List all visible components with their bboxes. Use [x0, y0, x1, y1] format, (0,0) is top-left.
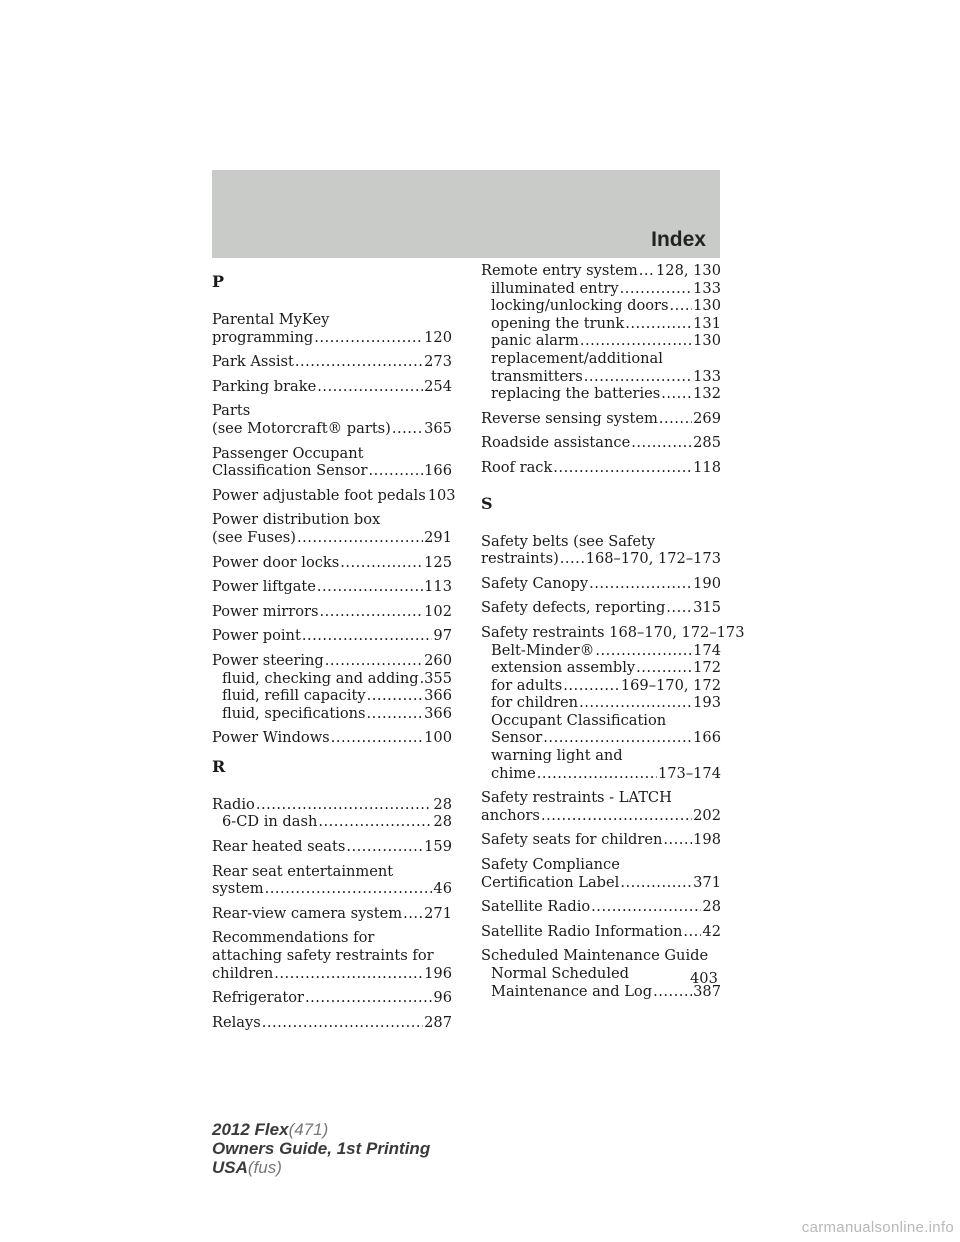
- entry-text: Power Windows: [212, 729, 330, 747]
- dot-leader: [256, 796, 433, 814]
- dot-leader: [636, 659, 692, 677]
- index-subentry-line: [481, 729, 721, 747]
- index-entry: [481, 575, 721, 593]
- index-entry-line: [481, 898, 721, 916]
- entry-page: 371: [693, 873, 721, 891]
- entry-text: Passenger Occupant: [212, 444, 364, 462]
- index-subentry-line: [481, 297, 721, 315]
- index-entry-line: [212, 838, 452, 856]
- dot-leader: [563, 677, 620, 695]
- index-subentry-line: [481, 280, 721, 298]
- dot-leader: [666, 599, 692, 617]
- dot-leader: [368, 462, 423, 480]
- index-entry: [212, 402, 452, 437]
- entry-text: Power distribution box: [212, 511, 381, 529]
- entry-page: 28: [702, 898, 721, 916]
- index-subentry-line: [481, 712, 721, 730]
- footer-market-code: (fus): [247, 1158, 282, 1177]
- entry-text: Power point: [212, 627, 301, 645]
- dot-leader: [295, 353, 423, 371]
- dot-leader: [661, 385, 692, 403]
- dot-leader: [659, 410, 692, 428]
- index-subentry-line: [481, 694, 721, 712]
- index-entry-line: [212, 947, 452, 965]
- entry-text: programming: [212, 328, 314, 346]
- entry-page: 103: [427, 486, 456, 504]
- entry-page: 285: [693, 434, 721, 452]
- dot-leader: [305, 989, 432, 1007]
- index-entry-line: [481, 807, 721, 825]
- entry-page: 133: [693, 367, 721, 385]
- index-entry: [481, 459, 721, 477]
- entry-page: 120: [424, 328, 452, 346]
- index-entry: [212, 311, 452, 346]
- index-entry: [481, 947, 721, 1000]
- entry-text: Certification Label: [481, 873, 620, 891]
- entry-page: 100: [424, 729, 452, 747]
- index-entry: [212, 989, 452, 1007]
- index-entry: [212, 486, 456, 505]
- index-entry-line: [212, 729, 452, 747]
- index-entry: [212, 511, 452, 546]
- entry-text: system: [212, 880, 264, 898]
- entry-text: Parking brake: [212, 377, 317, 395]
- index-entry-line: [212, 353, 452, 371]
- dot-leader: [625, 315, 692, 333]
- dot-leader: [591, 898, 701, 916]
- entry-page: 131: [693, 314, 721, 332]
- dot-leader: [274, 965, 423, 983]
- entry-page: 159: [424, 838, 452, 856]
- index-entry: [212, 652, 452, 722]
- entry-page: 365: [424, 419, 452, 437]
- index-entry-line: [212, 652, 452, 670]
- dot-leader: [663, 831, 692, 849]
- entry-text: opening the trunk: [491, 314, 625, 332]
- index-entry-line: [481, 550, 721, 568]
- index-entry: [212, 929, 452, 982]
- entry-page: 260: [424, 651, 452, 669]
- entry-text: Refrigerator: [212, 989, 304, 1007]
- index-entry-line: [212, 378, 452, 396]
- entry-page: 113: [424, 578, 452, 596]
- entry-page: 166: [424, 462, 452, 480]
- entry-text: Rear heated seats: [212, 838, 346, 856]
- dot-leader: [392, 420, 423, 438]
- entry-text: (see Fuses): [212, 528, 296, 546]
- index-entry-line: [212, 627, 452, 645]
- page-number: 403: [690, 970, 718, 987]
- index-entry-line: [212, 603, 452, 621]
- index-entry-line: [481, 874, 721, 892]
- index-entry-line: [212, 462, 452, 480]
- index-entry: [212, 796, 452, 831]
- entry-text: Power steering: [212, 651, 324, 669]
- dot-leader: [302, 627, 433, 645]
- entry-page: 355: [424, 669, 452, 687]
- index-entry: [212, 729, 452, 747]
- entry-text: Belt-Minder®: [491, 641, 595, 659]
- dot-leader: [579, 694, 692, 712]
- index-entry-line: [481, 459, 721, 477]
- entry-text: Normal Scheduled: [491, 965, 629, 982]
- index-entry-line: [481, 623, 745, 642]
- entry-text: Reverse sensing system: [481, 409, 658, 427]
- index-entry: [481, 831, 721, 849]
- entry-text: 6-CD in dash: [222, 813, 318, 831]
- entry-page: 193: [693, 694, 721, 712]
- entry-page: 130: [693, 297, 721, 315]
- index-entry: [481, 533, 721, 568]
- index-entry-line: [212, 420, 452, 438]
- entry-text: Power mirrors: [212, 602, 319, 620]
- entry-text: Classification Sensor: [212, 462, 368, 480]
- index-entry: [481, 262, 721, 403]
- dot-leader: [297, 529, 423, 547]
- entry-page: 96: [433, 989, 452, 1007]
- dot-leader: [346, 838, 423, 856]
- entry-text: Power liftgate: [212, 578, 316, 596]
- section-letter: P: [212, 272, 225, 291]
- dot-leader: [653, 983, 692, 1001]
- index-entry-line: [212, 329, 452, 347]
- dot-leader: [318, 813, 432, 831]
- entry-text: fluid, checking and adding: [222, 669, 419, 687]
- page-title: Index: [651, 228, 706, 251]
- entry-text: (see Motorcraft® parts): [212, 419, 391, 437]
- entry-text: Safety Canopy: [481, 574, 589, 592]
- entry-page: 42: [702, 922, 721, 940]
- index-entry: [212, 905, 452, 923]
- entry-page: 169–170, 172: [620, 676, 721, 694]
- entry-text: extension assembly: [491, 659, 636, 677]
- dot-leader: [620, 874, 692, 892]
- entry-text: replacement/additional: [491, 349, 663, 367]
- entry-page: 287: [424, 1013, 452, 1031]
- entry-text: panic alarm: [491, 332, 579, 350]
- entry-text: replacing the batteries: [491, 385, 661, 403]
- entry-text: Recommendations for: [212, 929, 375, 947]
- index-entry-line: [481, 947, 721, 965]
- entry-text: restraints): [481, 550, 559, 568]
- entry-page: 198: [693, 831, 721, 849]
- entry-text: children: [212, 964, 274, 982]
- entry-page: 132: [693, 385, 721, 403]
- index-subentry-line: [481, 659, 721, 677]
- entry-page: 166: [693, 729, 721, 747]
- index-entry-line: [481, 923, 721, 941]
- index-entry-line: [212, 796, 452, 814]
- index-entry: [212, 603, 452, 621]
- entry-page: 173–174: [657, 764, 721, 782]
- dot-leader: [403, 905, 423, 923]
- dot-leader: [331, 729, 423, 747]
- dot-leader: [325, 652, 423, 670]
- dot-leader: [543, 729, 692, 747]
- index-entry: [481, 898, 721, 916]
- dot-leader: [620, 280, 693, 298]
- index-subentry-line: [481, 677, 721, 695]
- entry-text: attaching safety restraints for: [212, 947, 434, 965]
- entry-text: fluid, refill capacity: [222, 687, 366, 705]
- dot-leader: [553, 459, 692, 477]
- index-entry-line: [212, 578, 452, 596]
- entry-page: 291: [424, 528, 452, 546]
- dot-leader: [595, 642, 692, 660]
- entry-text: Satellite Radio: [481, 898, 591, 916]
- entry-text: Sensor: [491, 729, 543, 747]
- index-subentry-line: [481, 385, 721, 403]
- entry-page: 190: [693, 574, 721, 592]
- index-entry-line: [212, 529, 452, 547]
- entry-page: 273: [424, 353, 452, 371]
- dot-leader: [262, 1014, 423, 1032]
- entry-text: Rear seat entertainment: [212, 862, 394, 880]
- index-entry-line: [481, 262, 721, 280]
- index-subentry-line: [481, 642, 721, 660]
- dot-leader: [314, 329, 423, 347]
- index-entry: [481, 623, 745, 782]
- index-entry-line: [481, 599, 721, 617]
- watermark: carmanualsonline.info: [801, 1219, 954, 1236]
- index-entry-line: [212, 554, 452, 572]
- entry-text: Parts: [212, 402, 251, 420]
- entry-text: transmitters: [491, 367, 583, 385]
- index-entry: [212, 838, 452, 856]
- entry-text: Safety restraints 168–170, 172–173: [481, 623, 745, 641]
- index-entry-line: [212, 311, 452, 329]
- entry-page: 125: [424, 553, 452, 571]
- entry-page: 172: [693, 659, 721, 677]
- entry-text: Scheduled Maintenance Guide: [481, 947, 709, 965]
- section-letter: S: [481, 493, 493, 513]
- entry-text: Remote entry system: [481, 262, 638, 279]
- entry-page: 128, 130: [656, 262, 721, 279]
- entry-text: Park Assist: [212, 353, 294, 371]
- entry-page: 28: [433, 795, 452, 813]
- index-entry: [481, 410, 721, 428]
- index-entry-line: [481, 434, 721, 452]
- index-entry: [212, 627, 452, 645]
- index-entry: [481, 789, 721, 824]
- index-entry: [212, 445, 452, 480]
- dot-leader: [317, 378, 423, 396]
- entry-text: Rear-view camera system: [212, 904, 403, 922]
- index-subentry-line: [212, 670, 452, 688]
- index-entry: [481, 856, 721, 891]
- index-entry-line: [212, 989, 452, 1007]
- index-subentry-line: [481, 965, 721, 983]
- index-subentry-line: [212, 687, 452, 705]
- entry-text: Satellite Radio Information: [481, 922, 683, 940]
- entry-page: 102: [424, 602, 452, 620]
- entry-text: Power adjustable foot pedals: [212, 486, 426, 504]
- entry-text: Occupant Classification: [491, 711, 667, 729]
- index-subentry-line: [481, 747, 721, 765]
- dot-leader: [319, 603, 423, 621]
- entry-text: Maintenance and Log: [491, 982, 653, 1000]
- entry-page: 271: [424, 904, 452, 922]
- index-subentry-line: [481, 765, 721, 783]
- index-subentry-line: [481, 315, 721, 333]
- entry-page: 28: [433, 813, 452, 831]
- dot-leader: [265, 880, 433, 898]
- entry-page: 118: [693, 458, 721, 476]
- section-letter: R: [212, 756, 226, 776]
- index-subentry-line: [212, 813, 452, 831]
- entry-page: 202: [693, 806, 721, 824]
- index-entry-line: [481, 789, 721, 807]
- entry-text: illuminated entry: [491, 279, 619, 297]
- footer-model: 2012 Flex: [212, 1120, 289, 1139]
- entry-page: 366: [424, 704, 452, 722]
- entry-page: 387: [693, 982, 721, 1000]
- dot-leader: [560, 550, 585, 568]
- index-entry-line: [212, 1014, 452, 1032]
- entry-page: 269: [693, 409, 721, 427]
- index-subentry-line: [481, 332, 721, 350]
- entry-text: Safety defects, reporting: [481, 599, 666, 617]
- entry-page: 168–170, 172–173: [585, 550, 721, 568]
- entry-text: Safety Compliance: [481, 856, 620, 874]
- entry-text: locking/unlocking doors: [491, 297, 669, 315]
- index-entry-line: [481, 856, 721, 874]
- entry-text: Power door locks: [212, 553, 340, 571]
- entry-page: 196: [424, 964, 452, 982]
- index-entry: [481, 923, 721, 941]
- index-entry-line: [212, 863, 452, 881]
- dot-leader: [683, 923, 701, 941]
- index-entry-line: [481, 410, 721, 428]
- entry-text: Parental MyKey: [212, 311, 330, 328]
- footer-edition: Owners Guide, 1st Printing: [212, 1139, 431, 1158]
- dot-leader: [670, 297, 693, 315]
- dot-leader: [420, 670, 424, 688]
- index-entry: [212, 863, 452, 898]
- entry-text: Safety belts (see Safety: [481, 532, 656, 550]
- header-band: [212, 170, 720, 258]
- entry-page: 366: [424, 687, 452, 705]
- entry-text: Safety seats for children: [481, 831, 663, 849]
- dot-leader: [589, 575, 692, 593]
- index-entry-line: [212, 905, 452, 923]
- index-entry-line: [481, 831, 721, 849]
- entry-text: for adults: [491, 676, 563, 694]
- footer-model-code: (471): [288, 1120, 329, 1139]
- index-entry: [212, 1014, 452, 1032]
- index-entry-line: [212, 511, 452, 529]
- index-entry: [481, 434, 721, 452]
- index-entry-line: [212, 965, 452, 983]
- index-entry-line: [212, 929, 452, 947]
- print-footer: [212, 1120, 430, 1177]
- index-column-right: [481, 262, 745, 1007]
- entry-text: Safety restraints - LATCH: [481, 789, 672, 807]
- entry-text: fluid, specifications: [222, 704, 366, 722]
- index-entry: [212, 353, 452, 371]
- index-subentry-line: [481, 368, 721, 386]
- index-entry-line: [212, 486, 456, 505]
- index-entry: [212, 578, 452, 596]
- dot-leader: [317, 578, 423, 596]
- index-entry-line: [212, 402, 452, 420]
- entry-text: anchors: [481, 806, 540, 824]
- entry-page: 254: [424, 377, 452, 395]
- index-entry-line: [481, 533, 721, 551]
- dot-leader: [537, 765, 657, 783]
- index-entry: [481, 599, 721, 617]
- index-subentry-line: [481, 983, 721, 1001]
- index-subentry-line: [212, 705, 452, 723]
- dot-leader: [639, 262, 655, 280]
- entry-text: Radio: [212, 795, 255, 813]
- index-entry-line: [212, 880, 452, 898]
- entry-text: chime: [491, 764, 536, 782]
- dot-leader: [631, 434, 692, 452]
- entry-page: 130: [693, 332, 721, 350]
- entry-page: 174: [693, 641, 721, 659]
- entry-text: Relays: [212, 1013, 261, 1031]
- index-subentry-line: [481, 350, 721, 368]
- dot-leader: [367, 705, 424, 723]
- footer-market: USA: [212, 1158, 248, 1177]
- index-entry-line: [481, 575, 721, 593]
- entry-text: warning light and: [491, 747, 623, 765]
- entry-page: 315: [693, 599, 721, 617]
- entry-page: 97: [433, 627, 452, 645]
- entry-page: 46: [433, 880, 452, 898]
- dot-leader: [584, 368, 692, 386]
- entry-text: Roadside assistance: [481, 434, 631, 452]
- dot-leader: [340, 554, 423, 572]
- entry-page: 133: [693, 279, 721, 297]
- dot-leader: [541, 807, 692, 825]
- index-column-left: [212, 262, 456, 1038]
- dot-leader: [580, 332, 692, 350]
- index-entry: [212, 378, 452, 396]
- entry-text: for children: [491, 694, 579, 712]
- entry-text: Roof rack: [481, 458, 553, 476]
- index-entry-line: [212, 445, 452, 463]
- index-entry: [212, 554, 452, 572]
- dot-leader: [367, 687, 424, 705]
